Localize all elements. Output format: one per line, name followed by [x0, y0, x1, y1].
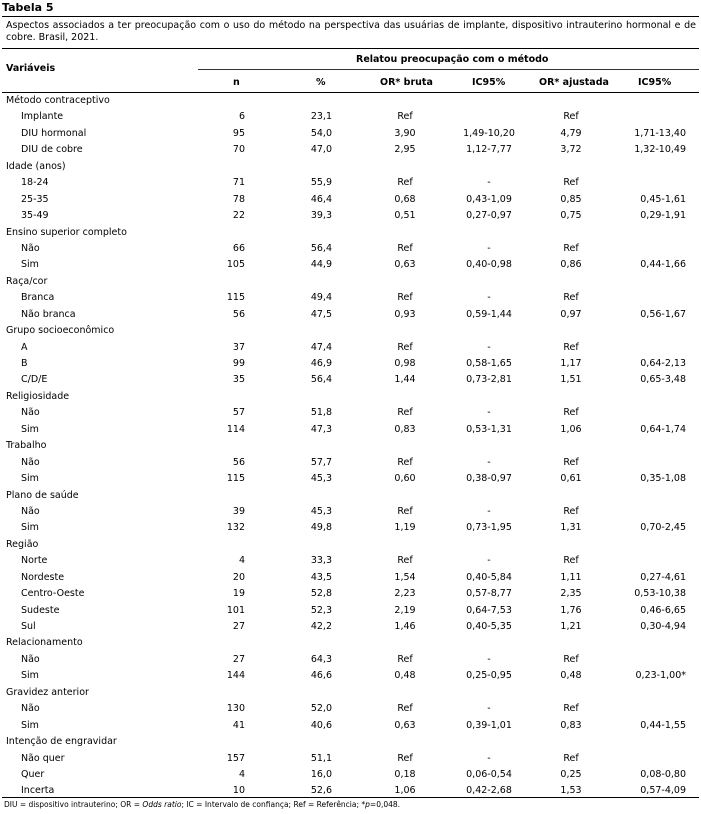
- row-label: 35-49: [21, 210, 49, 222]
- cell-or-crude: 0,98: [394, 358, 416, 369]
- cell-percent: 51,8: [310, 407, 332, 419]
- cell-n: 105: [226, 259, 245, 271]
- cell-ci-crude: -: [487, 752, 491, 764]
- cell-ci-crude: 0,38-0,97: [466, 473, 512, 485]
- table-body: [0, 93, 701, 800]
- cell-percent: 23,1: [310, 111, 332, 123]
- row-label: Sim: [21, 522, 39, 534]
- cell-ci-crude: -: [487, 703, 491, 715]
- cell-percent: 51,1: [310, 752, 332, 764]
- cell-n: 27: [232, 621, 245, 632]
- cell-ci-crude: 0,06-0,54: [466, 768, 512, 780]
- cell-ci-adjusted: 0,30-4,94: [640, 621, 686, 632]
- row-label: Sim: [21, 670, 39, 682]
- category-label: Grupo socioeconômico: [6, 325, 115, 337]
- cell-ci-crude: -: [487, 242, 491, 254]
- cell-n: 10: [232, 785, 245, 797]
- cell-or-adjusted: 2,35: [560, 588, 582, 600]
- row-label: Sim: [21, 719, 39, 731]
- cell-ci-adjusted: 0,46-6,65: [640, 604, 686, 616]
- cell-ci-crude: 0,58-1,65: [466, 358, 512, 369]
- cell-ci-adjusted: 0,44-1,55: [640, 719, 686, 731]
- table-row: [0, 290, 701, 306]
- table-row: [0, 372, 701, 388]
- cell-percent: 42,2: [310, 621, 332, 632]
- cell-ci-crude: 0,64-7,53: [466, 604, 512, 616]
- cell-percent: 16,0: [310, 768, 332, 780]
- cell-n: 130: [226, 703, 245, 715]
- cell-ci-crude: 0,25-0,95: [466, 670, 512, 682]
- header-col-or-crude: OR* bruta: [380, 77, 433, 88]
- cell-n: 35: [232, 374, 245, 386]
- cell-ci-crude: 0,40-5,84: [466, 571, 512, 583]
- row-label: DIU hormonal: [21, 127, 87, 139]
- cell-or-crude: 0,68: [394, 193, 416, 205]
- table-category-row: [0, 685, 701, 701]
- table-category-row: [0, 537, 701, 553]
- table-row: [0, 520, 701, 536]
- row-label: Nordeste: [21, 571, 65, 583]
- cell-or-adjusted: 0,97: [560, 308, 582, 320]
- cell-percent: 43,5: [310, 571, 332, 583]
- cell-percent: 55,9: [310, 177, 332, 189]
- table-row: [0, 422, 701, 438]
- cell-n: 132: [226, 522, 245, 534]
- cell-n: 71: [232, 177, 245, 189]
- cell-n: 19: [232, 588, 245, 600]
- row-label: Sul: [21, 621, 36, 632]
- cell-ci-crude: 0,27-0,97: [466, 210, 512, 222]
- cell-ci-adjusted: 0,57-4,09: [640, 785, 686, 797]
- cell-n: 95: [232, 127, 245, 139]
- row-label: Não: [21, 653, 40, 665]
- cell-ci-adjusted: 0,64-1,74: [640, 423, 686, 435]
- cell-or-crude: 0,51: [394, 210, 416, 222]
- cell-ci-crude: 0,57-8,77: [466, 588, 512, 600]
- table-row: [0, 619, 701, 635]
- cell-ci-crude: 1,12-7,77: [466, 144, 512, 156]
- cell-n: 78: [232, 193, 245, 205]
- cell-or-adjusted: Ref: [563, 341, 579, 353]
- cell-ci-adjusted: 0,23-1,00*: [635, 670, 686, 682]
- cell-or-crude: 2,95: [394, 144, 416, 156]
- cell-n: 66: [232, 242, 245, 254]
- cell-ci-crude: 0,43-1,09: [466, 193, 512, 205]
- cell-or-crude: 1,44: [394, 374, 416, 386]
- table-row: [0, 603, 701, 619]
- table-row: [0, 405, 701, 421]
- table-category-row: [0, 635, 701, 651]
- cell-or-adjusted: Ref: [563, 292, 579, 304]
- header-col-ci-adjusted: IC95%: [638, 77, 672, 88]
- table-row: [0, 241, 701, 257]
- cell-percent: 39,3: [310, 210, 332, 222]
- cell-ci-crude: 0,73-2,81: [466, 374, 512, 386]
- cell-or-adjusted: 0,61: [560, 473, 582, 485]
- cell-ci-adjusted: 0,65-3,48: [640, 374, 686, 386]
- cell-or-crude: Ref: [397, 703, 413, 715]
- table-row: [0, 455, 701, 471]
- bottom-rule: [2, 797, 699, 798]
- cell-ci-crude: 0,40-0,98: [466, 259, 512, 271]
- cell-ci-crude: -: [487, 653, 491, 665]
- footnote-part2: ; IC = Intervalo de confiança; Ref = Referência; *: [181, 800, 366, 809]
- cell-ci-adjusted: 0,29-1,91: [640, 210, 686, 222]
- table-row: [0, 570, 701, 586]
- cell-percent: 56,4: [310, 242, 332, 254]
- row-label: Sim: [21, 423, 39, 435]
- cell-percent: 45,3: [310, 473, 332, 485]
- top-rule: [2, 16, 699, 17]
- cell-or-adjusted: Ref: [563, 242, 579, 254]
- cell-ci-crude: 0,42-2,68: [466, 785, 512, 797]
- cell-or-adjusted: 1,31: [560, 522, 582, 534]
- cell-percent: 49,8: [310, 522, 332, 534]
- category-label: Idade (anos): [6, 160, 66, 172]
- cell-or-adjusted: 1,11: [560, 571, 582, 583]
- cell-or-crude: 2,23: [394, 588, 416, 600]
- cell-or-crude: 0,18: [394, 768, 416, 780]
- cell-or-adjusted: 0,86: [560, 259, 582, 271]
- cell-or-crude: Ref: [397, 242, 413, 254]
- cell-ci-adjusted: 0,27-4,61: [640, 571, 686, 583]
- cell-n: 6: [238, 111, 245, 123]
- table-row: [0, 586, 701, 602]
- row-label: A: [21, 341, 28, 353]
- row-label: Centro-Oeste: [21, 588, 85, 600]
- cell-or-adjusted: Ref: [563, 177, 579, 189]
- cell-ci-adjusted: 0,64-2,13: [640, 358, 686, 369]
- cell-ci-adjusted: 0,56-1,67: [640, 308, 686, 320]
- row-label: Branca: [21, 292, 55, 304]
- table-row: [0, 356, 701, 372]
- table-category-row: [0, 389, 701, 405]
- cell-percent: 57,7: [310, 456, 332, 468]
- row-label: 25-35: [21, 193, 49, 205]
- cell-percent: 47,4: [310, 341, 332, 353]
- table-row: [0, 701, 701, 717]
- cell-or-adjusted: 1,21: [560, 621, 582, 632]
- category-label: Intenção de engravidar: [6, 736, 117, 748]
- cell-or-crude: Ref: [397, 111, 413, 123]
- cell-percent: 64,3: [310, 653, 332, 665]
- table-row: [0, 751, 701, 767]
- header-col-n: n: [233, 77, 240, 88]
- cell-n: 37: [232, 341, 245, 353]
- footnote-odds: Odds ratio: [142, 800, 182, 809]
- cell-percent: 46,6: [310, 670, 332, 682]
- cell-ci-adjusted: 1,71-13,40: [634, 127, 686, 139]
- row-label: C/D/E: [21, 374, 48, 386]
- cell-n: 27: [232, 653, 245, 665]
- cell-or-adjusted: 3,72: [560, 144, 582, 156]
- table-row: [0, 126, 701, 142]
- category-label: Região: [6, 538, 39, 550]
- cell-n: 4: [238, 768, 245, 780]
- cell-percent: 52,3: [310, 604, 332, 616]
- cell-or-crude: Ref: [397, 555, 413, 567]
- cell-percent: 52,0: [310, 703, 332, 715]
- cell-or-crude: 0,83: [394, 423, 416, 435]
- cell-ci-crude: 1,49-10,20: [463, 127, 515, 139]
- cell-or-crude: 1,46: [394, 621, 416, 632]
- cell-or-crude: Ref: [397, 341, 413, 353]
- footnote-p: p: [365, 800, 370, 809]
- row-label: DIU de cobre: [21, 144, 83, 156]
- cell-n: 144: [226, 670, 245, 682]
- cell-ci-adjusted: 1,32-10,49: [634, 144, 686, 156]
- row-label: Não branca: [21, 308, 76, 320]
- cell-n: 114: [226, 423, 245, 435]
- category-label: Ensino superior completo: [6, 226, 127, 238]
- cell-n: 101: [226, 604, 245, 616]
- row-label: Implante: [21, 111, 64, 123]
- cell-n: 22: [232, 210, 245, 222]
- cell-or-adjusted: 1,76: [560, 604, 582, 616]
- row-label: Não: [21, 242, 40, 254]
- header-col-ci-crude: IC95%: [472, 77, 506, 88]
- table-row: [0, 504, 701, 520]
- cell-percent: 44,9: [310, 259, 332, 271]
- row-label: Sim: [21, 259, 39, 271]
- table-row: [0, 668, 701, 684]
- cell-ci-crude: 0,73-1,95: [466, 522, 512, 534]
- table-row: [0, 652, 701, 668]
- row-label: Sudeste: [21, 604, 60, 616]
- row-label: Não: [21, 407, 40, 419]
- table-category-row: [0, 225, 701, 241]
- cell-or-crude: 1,19: [394, 522, 416, 534]
- caption-rule: [2, 48, 699, 49]
- cell-or-adjusted: 1,06: [560, 423, 582, 435]
- table-row: [0, 208, 701, 224]
- cell-percent: 52,8: [310, 588, 332, 600]
- row-label: 18-24: [21, 177, 49, 189]
- table-category-row: [0, 274, 701, 290]
- cell-or-adjusted: Ref: [563, 456, 579, 468]
- cell-ci-crude: -: [487, 407, 491, 419]
- header-group-title: Relatou preocupação com o método: [356, 54, 549, 65]
- cell-or-crude: Ref: [397, 653, 413, 665]
- table-category-row: [0, 93, 701, 109]
- row-label: Não: [21, 703, 40, 715]
- row-label: Incerta: [21, 785, 55, 797]
- cell-or-adjusted: 0,25: [560, 768, 582, 780]
- cell-ci-crude: 0,40-5,35: [466, 621, 512, 632]
- table-row: [0, 767, 701, 783]
- table-category-row: [0, 734, 701, 750]
- cell-ci-adjusted: 0,08-0,80: [640, 768, 686, 780]
- cell-or-adjusted: Ref: [563, 555, 579, 567]
- header-col-pct: %: [316, 77, 326, 88]
- header-col-or-adjusted: OR* ajustada: [539, 77, 609, 88]
- category-label: Método contraceptivo: [6, 95, 110, 106]
- cell-or-crude: Ref: [397, 292, 413, 304]
- table-row: [0, 109, 701, 125]
- cell-n: 4: [238, 555, 245, 567]
- cell-percent: 47,3: [310, 423, 332, 435]
- cell-or-crude: 0,63: [394, 719, 416, 731]
- category-label: Gravidez anterior: [6, 686, 89, 698]
- cell-ci-adjusted: 0,35-1,08: [640, 473, 686, 485]
- cell-or-crude: 0,60: [394, 473, 416, 485]
- table-row: [0, 553, 701, 569]
- cell-ci-adjusted: 0,44-1,66: [640, 259, 686, 271]
- row-label: Sim: [21, 473, 39, 485]
- cell-n: 115: [226, 473, 245, 485]
- cell-or-crude: Ref: [397, 177, 413, 189]
- cell-n: 57: [232, 407, 245, 419]
- cell-or-crude: 0,48: [394, 670, 416, 682]
- cell-or-crude: 3,90: [394, 127, 416, 139]
- cell-ci-crude: 0,53-1,31: [466, 423, 512, 435]
- cell-n: 115: [226, 292, 245, 304]
- cell-percent: 47,0: [310, 144, 332, 156]
- cell-or-adjusted: 4,79: [560, 127, 582, 139]
- table-row: [0, 257, 701, 273]
- cell-ci-crude: -: [487, 505, 491, 517]
- cell-n: 157: [226, 752, 245, 764]
- cell-or-adjusted: 1,51: [560, 374, 582, 386]
- table-category-row: [0, 488, 701, 504]
- header-group-rule: [198, 69, 699, 70]
- cell-percent: 33,3: [310, 555, 332, 567]
- cell-or-adjusted: Ref: [563, 505, 579, 517]
- cell-ci-crude: 0,39-1,01: [466, 719, 512, 731]
- cell-or-adjusted: 0,48: [560, 670, 582, 682]
- cell-or-adjusted: 1,53: [560, 785, 582, 797]
- cell-ci-crude: 0,59-1,44: [466, 308, 512, 320]
- cell-or-adjusted: 0,85: [560, 193, 582, 205]
- cell-ci-crude: -: [487, 292, 491, 304]
- cell-percent: 49,4: [310, 292, 332, 304]
- cell-ci-crude: -: [487, 341, 491, 353]
- category-label: Religiosidade: [6, 390, 70, 402]
- cell-or-adjusted: Ref: [563, 703, 579, 715]
- cell-n: 41: [232, 719, 245, 731]
- table-caption: Aspectos associados a ter preocupação com o uso do método na perspectiva das usuárias de implante, dispositivo intrauterino hormonal e de cobre. Brasil, 2021.: [6, 20, 696, 43]
- cell-or-crude: 0,63: [394, 259, 416, 271]
- cell-n: 56: [232, 308, 245, 320]
- row-label: Não: [21, 456, 40, 468]
- cell-percent: 54,0: [310, 127, 332, 139]
- cell-n: 56: [232, 456, 245, 468]
- cell-n: 20: [232, 571, 245, 583]
- cell-or-adjusted: Ref: [563, 111, 579, 123]
- cell-n: 39: [232, 505, 245, 517]
- table-row: [0, 718, 701, 734]
- table-row: [0, 471, 701, 487]
- cell-or-adjusted: Ref: [563, 407, 579, 419]
- cell-or-adjusted: Ref: [563, 653, 579, 665]
- cell-or-adjusted: 1,17: [560, 358, 582, 369]
- cell-ci-adjusted: 0,53-10,38: [634, 588, 686, 600]
- cell-ci-adjusted: 0,45-1,61: [640, 193, 686, 205]
- row-label: Norte: [21, 555, 48, 567]
- cell-percent: 46,4: [310, 193, 332, 205]
- table-category-row: [0, 159, 701, 175]
- cell-or-crude: 1,54: [394, 571, 416, 583]
- cell-or-adjusted: 0,75: [560, 210, 582, 222]
- cell-or-crude: Ref: [397, 505, 413, 517]
- cell-percent: 45,3: [310, 505, 332, 517]
- cell-ci-crude: -: [487, 456, 491, 468]
- table-row: [0, 175, 701, 191]
- cell-percent: 47,5: [310, 308, 332, 320]
- cell-percent: 52,6: [310, 785, 332, 797]
- cell-percent: 40,6: [310, 719, 332, 731]
- table-row: [0, 192, 701, 208]
- cell-or-adjusted: Ref: [563, 752, 579, 764]
- header-variables: Variáveis: [6, 63, 56, 74]
- cell-or-crude: Ref: [397, 407, 413, 419]
- cell-percent: 46,9: [310, 358, 332, 369]
- row-label: Não: [21, 505, 40, 517]
- category-label: Plano de saúde: [6, 489, 79, 501]
- table-category-row: [0, 438, 701, 454]
- table-footnote: [4, 800, 400, 809]
- row-label: B: [21, 358, 28, 369]
- cell-or-crude: 2,19: [394, 604, 416, 616]
- cell-ci-adjusted: 0,70-2,45: [640, 522, 686, 534]
- table-label: Tabela 5: [2, 1, 54, 14]
- table-row: [0, 307, 701, 323]
- category-label: Trabalho: [6, 440, 47, 452]
- cell-n: 99: [232, 358, 245, 369]
- cell-or-crude: 0,93: [394, 308, 416, 320]
- cell-or-crude: Ref: [397, 456, 413, 468]
- category-label: Relacionamento: [6, 637, 83, 649]
- table-row: [0, 340, 701, 356]
- cell-n: 70: [232, 144, 245, 156]
- cell-or-adjusted: 0,83: [560, 719, 582, 731]
- table-category-row: [0, 323, 701, 339]
- footnote-part1: DIU = dispositivo intrauterino; OR =: [4, 800, 143, 809]
- cell-percent: 56,4: [310, 374, 332, 386]
- cell-ci-crude: -: [487, 177, 491, 189]
- row-label: Não quer: [21, 752, 65, 764]
- category-label: Raça/cor: [6, 275, 48, 287]
- table-row: [0, 142, 701, 158]
- cell-ci-crude: -: [487, 555, 491, 567]
- footnote-part3: =0,048.: [369, 800, 401, 809]
- cell-or-crude: Ref: [397, 752, 413, 764]
- cell-or-crude: 1,06: [394, 785, 416, 797]
- row-label: Quer: [21, 768, 45, 780]
